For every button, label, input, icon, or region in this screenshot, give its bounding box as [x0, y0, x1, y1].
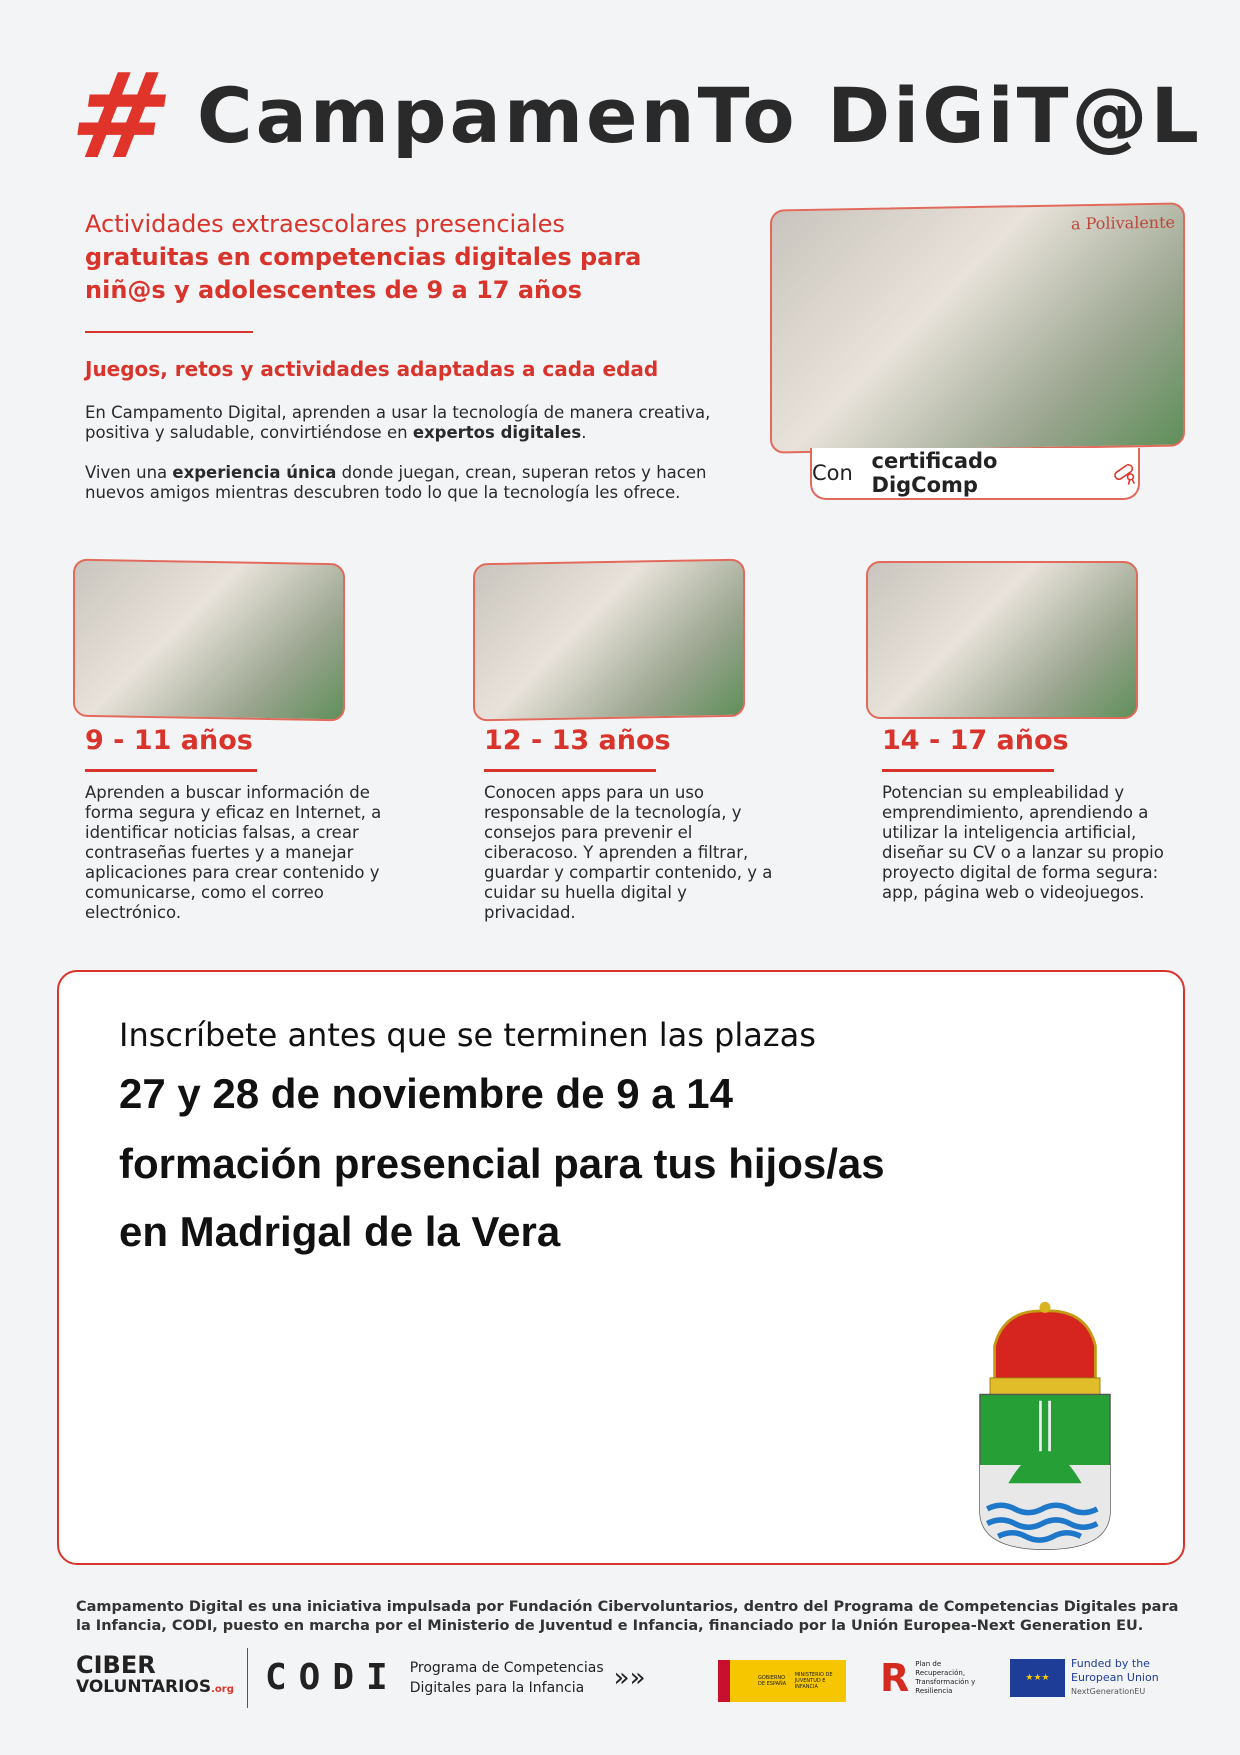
cert-label: certificado DigComp	[871, 449, 998, 497]
diploma-icon	[1111, 460, 1138, 486]
divider	[85, 331, 253, 333]
text: En Campamento Digital, aprenden a usar la tecnología de manera creativa, positiva y saludable, convirtiéndose en	[85, 403, 711, 442]
text: donde juegan, crean, superan retos y hacen nuevos amigos mientras descubren todo lo que la tecnología les ofrece.	[85, 463, 707, 502]
age-photo-12-13	[473, 559, 745, 722]
age-title: 14 - 17 años	[882, 725, 1069, 756]
text: Viven una	[85, 463, 173, 482]
footer-disclaimer: Campamento Digital es una iniciativa impulsada por Fundación Cibervoluntarios, dentro del Programa de Competencias Digitales para la Infancia, CODI, puesto en marcha por el Ministerio de Juventud e Infancia, financiado por la Unión Europea-Next Generation EU.	[76, 1599, 1179, 1634]
logo-mark: R	[880, 1655, 910, 1700]
age-title: 12 - 13 años	[484, 725, 671, 756]
description-paragraph	[85, 403, 765, 443]
divider	[484, 769, 656, 772]
description-paragraph	[85, 463, 765, 503]
emphasis: experiencia única	[172, 463, 337, 482]
campaign-logo	[62, 46, 1202, 185]
hash-mark: #	[62, 46, 181, 185]
emphasis: expertos digitales	[412, 423, 582, 442]
logo-text: European Union	[1071, 1670, 1159, 1684]
logo-text: NextGenerationEU	[1071, 1686, 1146, 1696]
intro-line: niñ@s y adolescentes de 9 a 17 años	[85, 276, 582, 304]
event-description: formación presencial para tus hijos/as	[119, 1140, 885, 1187]
logo-text: Digitales para la Infancia	[409, 1679, 585, 1696]
logo-text: CIBER	[76, 1651, 156, 1679]
certificate-badge	[810, 448, 1140, 500]
logo-text: GOBIERNO DE ESPAÑA	[758, 1675, 787, 1687]
divider	[247, 1648, 248, 1708]
municipal-coat-of-arms	[975, 1300, 1115, 1552]
logo-text: Funded by the	[1071, 1656, 1150, 1670]
recovery-plan-logo	[880, 1645, 975, 1710]
age-photo-9-11	[73, 559, 345, 722]
age-description: Aprenden a buscar información de forma segura y eficaz en Internet, a identificar noticias falsas, a crear contraseñas fuertes y a manejar aplicaciones para crear contenido y comunicarse, como el correo electrónico.	[85, 783, 382, 922]
eu-funding-logo	[1010, 1645, 1159, 1710]
cibervoluntarios-logo	[76, 1645, 234, 1710]
age-photo-14-17	[866, 561, 1138, 719]
logo-title: CampamenTo DiGiT@L	[196, 71, 1202, 160]
chevrons-icon: »»	[613, 1662, 646, 1693]
logo-text: Programa de Competencias	[409, 1659, 604, 1676]
photo-sign: a Polivalente	[1071, 212, 1175, 234]
logo-text: MINISTERIO DE JUVENTUD E INFANCIA	[794, 1672, 833, 1690]
codi-logo	[265, 1645, 646, 1710]
registration-intro: Inscríbete antes que se terminen las plazas	[119, 1016, 816, 1054]
age-description: Potencian su empleabilidad y emprendimiento, aprendiendo a utilizar la inteligencia artificial, diseñar su CV o a lanzar su propio proyecto digital de forma segura: app, página web o videojuegos.	[882, 783, 1164, 902]
divider	[882, 769, 1054, 772]
intro-heading	[85, 208, 725, 307]
gobierno-espana-logo	[718, 1660, 846, 1702]
text: .	[581, 423, 587, 442]
intro-line: Actividades extraescolares presenciales	[85, 210, 565, 238]
intro-line: gratuitas en competencias digitales para	[85, 243, 642, 271]
age-description: Conocen apps para un uso responsable de la tecnología, y consejos para prevenir el ciberacoso. Y aprenden a filtrar, guardar y compartir contenido, y a cuidar su huella digital y privacidad.	[484, 783, 773, 922]
age-title: 9 - 11 años	[85, 725, 253, 756]
subheading: Juegos, retos y actividades adaptadas a cada edad	[85, 357, 659, 381]
cert-prefix: Con	[812, 461, 853, 485]
logo-text: .org	[211, 1684, 234, 1695]
event-location: en Madrigal de la Vera	[119, 1208, 561, 1255]
logo-text: CODI	[265, 1657, 400, 1698]
eu-flag-icon: ★★★	[1010, 1659, 1065, 1697]
hero-photo	[770, 202, 1185, 453]
logo-text: Plan de Recuperación, Transformación y Resiliencia	[915, 1659, 976, 1695]
divider	[85, 769, 257, 772]
logo-text: VOLUNTARIOS	[76, 1677, 212, 1697]
event-date: 27 y 28 de noviembre de 9 a 14	[119, 1070, 734, 1117]
